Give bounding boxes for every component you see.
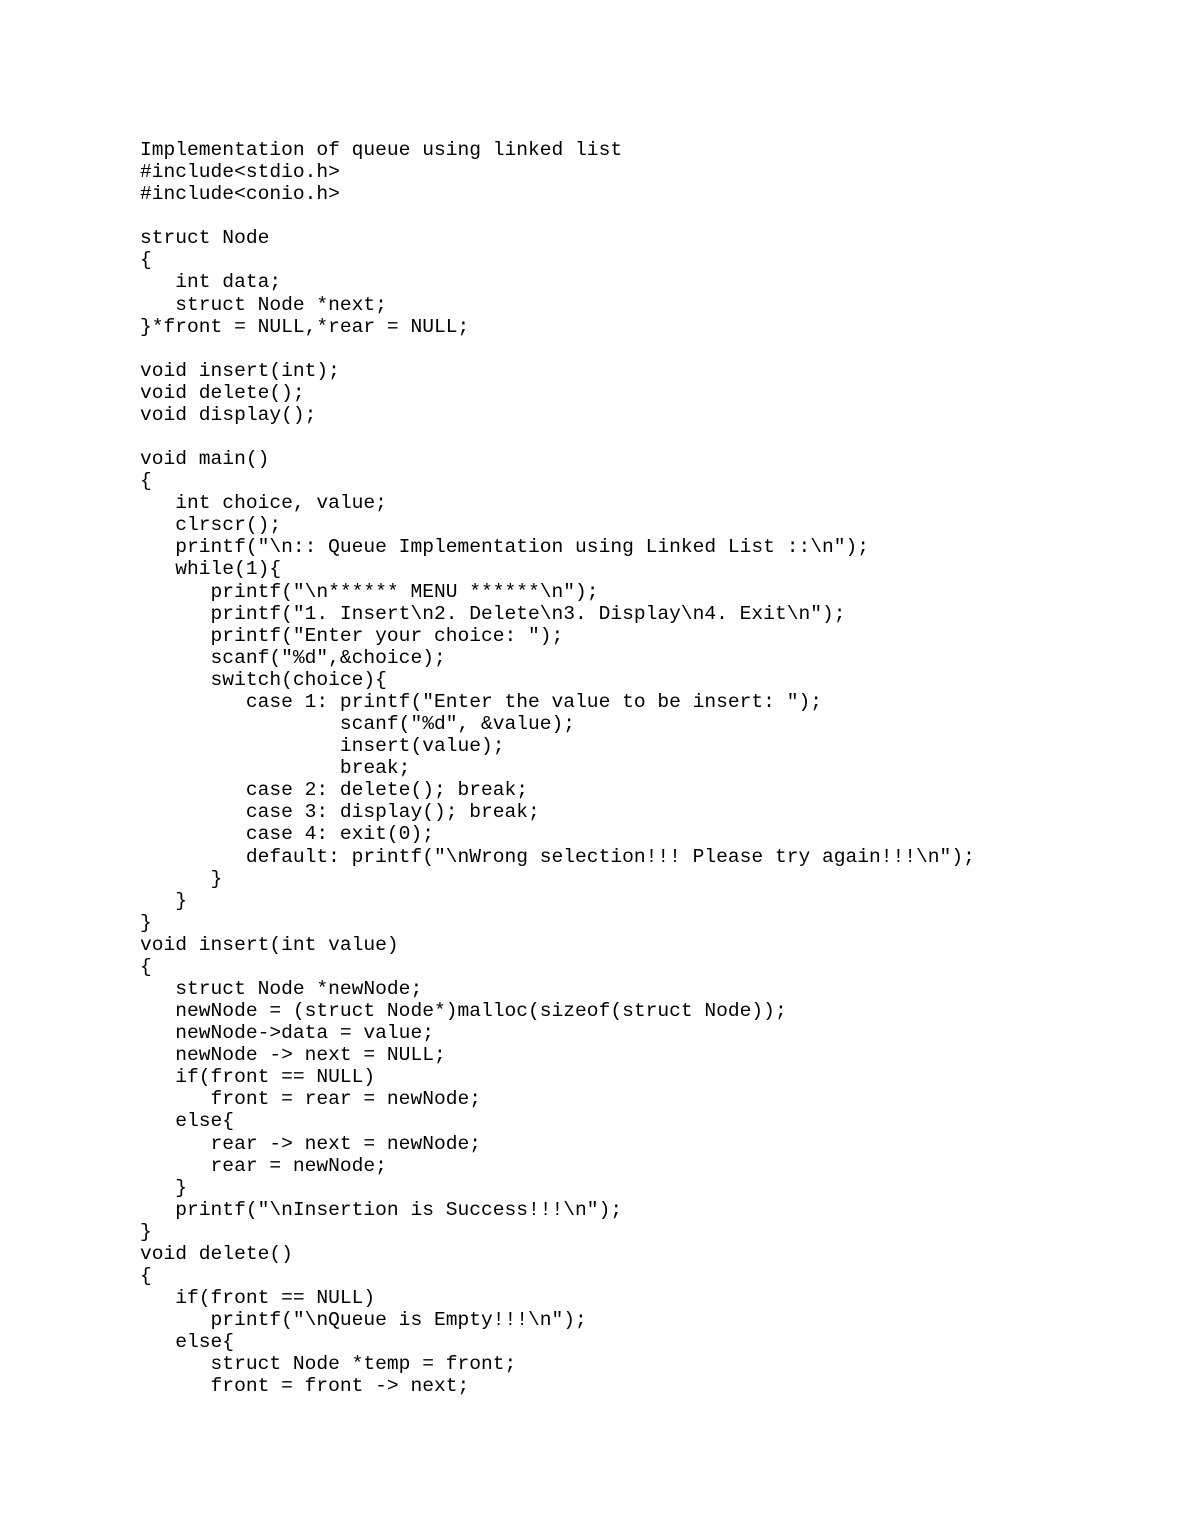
code-line (140, 205, 975, 227)
code-line (140, 338, 975, 360)
code-line: rear = newNode; (140, 1154, 387, 1177)
code-line: break; (140, 757, 411, 780)
code-line: front = front -> next; (140, 1375, 470, 1398)
code-line: printf("\n****** MENU ******\n"); (140, 580, 599, 603)
code-line: struct Node (140, 227, 270, 250)
code-line: void display(); (140, 403, 317, 426)
code-line: if(front == NULL) (140, 1287, 376, 1310)
code-line: newNode = (struct Node*)malloc(sizeof(struct Node)); (140, 1000, 787, 1023)
code-line: #include<stdio.h> (140, 161, 340, 184)
code-line: front = rear = newNode; (140, 1088, 481, 1111)
code-line: printf("\n:: Queue Implementation using Linked List ::\n"); (140, 536, 870, 559)
code-line: newNode -> next = NULL; (140, 1044, 446, 1067)
document-title-line: Implementation of queue using linked list (140, 139, 623, 161)
code-line: clrscr(); (140, 514, 282, 537)
code-line: #include<conio.h> (140, 183, 340, 206)
code-line: } (140, 1176, 188, 1199)
code-line: case 3: display(); break; (140, 801, 540, 824)
code-line: case 2: delete(); break; (140, 779, 529, 802)
code-line: else{ (140, 1110, 235, 1133)
code-line: default: printf("\nWrong selection!!! Please try again!!!\n"); (140, 845, 975, 868)
code-line: printf("\nInsertion is Success!!!\n"); (140, 1198, 623, 1221)
code-line: insert(value); (140, 735, 505, 758)
code-line: } (140, 867, 223, 890)
code-line: else{ (140, 1331, 235, 1354)
code-line (140, 426, 975, 448)
code-line: int data; (140, 271, 282, 294)
code-line: void insert(int); (140, 359, 340, 382)
code-line: } (140, 889, 188, 912)
code-line: { (140, 1264, 152, 1287)
code-line: switch(choice){ (140, 668, 387, 691)
code-line: printf("1. Insert\n2. Delete\n3. Display\n4. Exit\n"); (140, 602, 846, 625)
code-line: int choice, value; (140, 492, 387, 515)
code-listing (140, 139, 975, 1397)
code-line: printf("Enter your choice: "); (140, 624, 564, 647)
code-line: if(front == NULL) (140, 1066, 376, 1089)
code-line: } (140, 911, 152, 934)
code-line: } (140, 1220, 152, 1243)
code-line: { (140, 249, 152, 272)
code-line: }*front = NULL,*rear = NULL; (140, 315, 470, 338)
code-line: struct Node *temp = front; (140, 1353, 517, 1376)
code-line: while(1){ (140, 558, 282, 581)
code-line: void delete(); (140, 381, 305, 404)
code-line: scanf("%d",&choice); (140, 646, 446, 669)
code-line: void delete() (140, 1242, 293, 1265)
code-line: scanf("%d", &value); (140, 713, 576, 736)
code-line: { (140, 470, 152, 493)
code-line: printf("\nQueue is Empty!!!\n"); (140, 1309, 587, 1332)
code-line: void insert(int value) (140, 933, 399, 956)
code-line: case 4: exit(0); (140, 823, 434, 846)
code-line: struct Node *newNode; (140, 977, 423, 1000)
code-line: case 1: printf("Enter the value to be insert: "); (140, 690, 822, 713)
code-line: void main() (140, 448, 270, 471)
code-line: rear -> next = newNode; (140, 1132, 481, 1155)
code-line: struct Node *next; (140, 293, 387, 316)
code-line: { (140, 955, 152, 978)
code-line: newNode->data = value; (140, 1022, 434, 1045)
